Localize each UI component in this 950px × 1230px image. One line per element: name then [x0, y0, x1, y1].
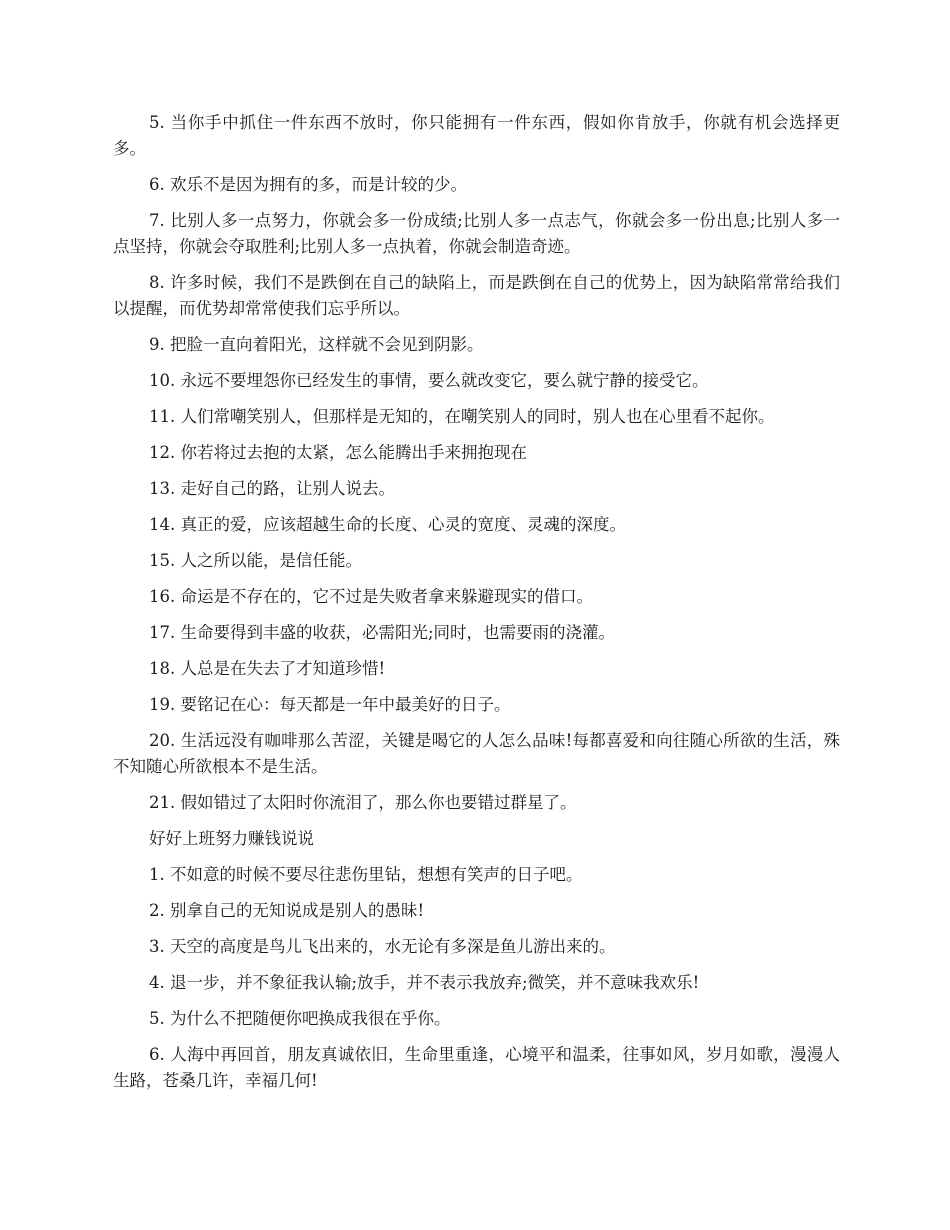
quote-paragraph: 16. 命运是不存在的，它不过是失败者拿来躲避现实的借口。 — [149, 587, 593, 606]
quote-paragraph: 19. 要铭记在心：每天都是一年中最美好的日子。 — [149, 695, 511, 714]
quote-paragraph: 9. 把脸一直向着阳光，这样就不会见到阴影。 — [149, 335, 484, 354]
quote-paragraph: 11. 人们常嘲笑别人，但那样是无知的，在嘲笑别人的同时，别人也在心里看不起你。 — [149, 407, 775, 426]
quote-paragraph: 13. 走好自己的路，让别人说去。 — [149, 479, 395, 498]
quote-paragraph: 8. 许多时候，我们不是跌倒在自己的缺陷上，而是跌倒在自己的优势上，因为缺陷常常给我们以提醒，而优势却常常使我们忘乎所以。 — [113, 273, 840, 318]
quote-paragraph: 3. 天空的高度是鸟儿飞出来的，水无论有多深是鱼儿游出来的。 — [149, 937, 616, 956]
document-body — [113, 110, 840, 1104]
quote-paragraph: 7. 比别人多一点努力，你就会多一份成绩;比别人多一点志气，你就会多一份出息;比别人多一点坚持，你就会夺取胜利;比别人多一点执着，你就会制造奇迹。 — [113, 211, 840, 256]
quote-paragraph: 17. 生命要得到丰盛的收获，必需阳光;同时，也需要雨的浇灌。 — [149, 623, 616, 642]
quote-paragraph: 21. 假如错过了太阳时你流泪了，那么你也要错过群星了。 — [149, 793, 577, 812]
quote-paragraph: 18. 人总是在失去了才知道珍惜! — [149, 659, 386, 678]
quote-paragraph: 10. 永远不要埋怨你已经发生的事情，要么就改变它，要么就宁静的接受它。 — [149, 371, 709, 390]
quote-paragraph: 15. 人之所以能，是信任能。 — [149, 551, 362, 570]
quote-paragraph: 1. 不如意的时候不要尽往悲伤里钻，想想有笑声的日子吧。 — [149, 865, 583, 884]
quote-paragraph: 6. 欢乐不是因为拥有的多，而是计较的少。 — [149, 175, 467, 194]
quote-paragraph: 5. 为什么不把随便你吧换成我很在乎你。 — [149, 1009, 451, 1028]
section-heading: 好好上班努力赚钱说说 — [149, 829, 314, 848]
quote-paragraph: 4. 退一步，并不象征我认输;放手，并不表示我放弃;微笑，并不意味我欢乐! — [149, 973, 700, 992]
quote-paragraph: 14. 真正的爱，应该超越生命的长度、心灵的宽度、灵魂的深度。 — [149, 515, 626, 534]
quote-paragraph: 6. 人海中再回首，朋友真诚依旧，生命里重逢，心境平和温柔，往事如风，岁月如歌，漫漫人生路，苍桑几许，幸福几何! — [113, 1045, 840, 1090]
quote-paragraph: 20. 生活远没有咖啡那么苦涩，关键是喝它的人怎么品味!每都喜爱和向往随心所欲的生活，殊不知随心所欲根本不是生活。 — [113, 731, 840, 776]
quote-paragraph: 5. 当你手中抓住一件东西不放时，你只能拥有一件东西，假如你肯放手，你就有机会选择更多。 — [113, 113, 840, 158]
quote-paragraph: 12. 你若将过去抱的太紧，怎么能腾出手来拥抱现在 — [149, 443, 527, 462]
quote-paragraph: 2. 别拿自己的无知说成是别人的愚昧! — [149, 901, 425, 920]
